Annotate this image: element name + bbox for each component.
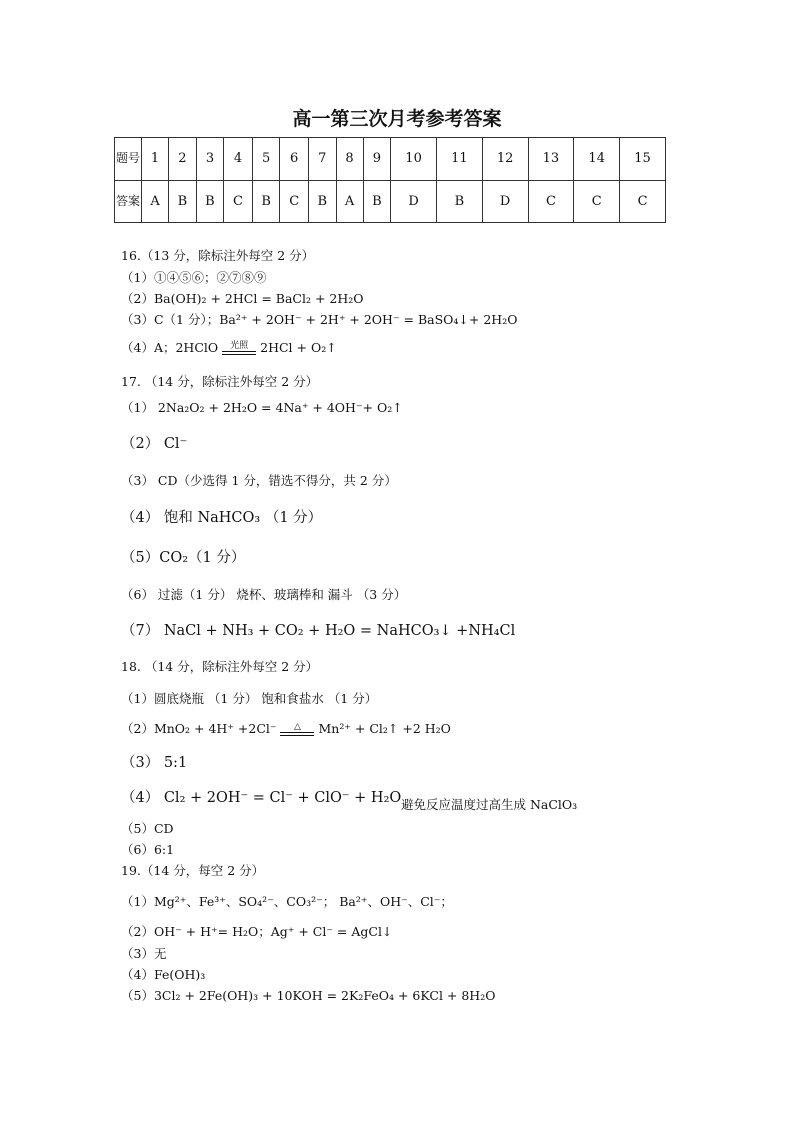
q18-answer-4-note: 避免反应温度过高生成 NaClO₃ <box>401 797 578 812</box>
q17-answer-3: （3） CD（少选得 1 分，错选不得分，共 2 分） <box>121 473 397 488</box>
q18-answer-2-right: Mn²⁺ + Cl₂↑ +2 H₂O <box>318 721 451 736</box>
q17-answer-5: （5）CO₂（1 分） <box>121 550 246 566</box>
q19-answer-4: （4）Fe(OH)₃ <box>121 967 206 982</box>
q16-answer-3: （3）C（1 分）；Ba²⁺ + 2OH⁻ + 2H⁺ + 2OH⁻ = BaSO₄↓+ 2H₂O <box>121 312 518 327</box>
answer-cell: D <box>391 180 437 223</box>
q18-answer-2-left: （2）MnO₂ + 4H⁺ +2Cl⁻ <box>121 721 277 736</box>
number-cell: 3 <box>196 138 224 181</box>
q17-answer-4: （4） 饱和 NaHCO₃ （1 分） <box>121 510 323 526</box>
answer-cell: C <box>574 180 620 223</box>
answer-cell: A <box>142 180 169 223</box>
number-cell: 9 <box>363 138 391 181</box>
q18-heading: 18. （14 分，除标注外每空 2 分） <box>121 659 319 674</box>
condition-mark <box>280 723 314 736</box>
q19-answer-5: （5）3Cl₂ + 2Fe(OH)₃ + 10KOH = 2K₂FeO₄ + 6KCl + 8H₂O <box>121 988 496 1003</box>
answer-cell: B <box>363 180 391 223</box>
answer-row <box>115 180 666 223</box>
q18-answer-6: （6）6:1 <box>121 842 175 857</box>
q18-answer-1: （1）圆底烧瓶 （1 分） 饱和食盐水 （1 分） <box>121 691 378 706</box>
number-cell: 7 <box>308 138 336 181</box>
number-cell: 5 <box>252 138 280 181</box>
condition-label: 光照 <box>230 341 249 351</box>
number-cell: 8 <box>336 138 363 181</box>
number-cell: 13 <box>528 138 574 181</box>
q18-answer-2 <box>121 719 451 737</box>
answer-row-header: 答案 <box>115 180 142 223</box>
answer-cell: C <box>620 180 666 223</box>
number-cell: 11 <box>436 138 482 181</box>
heat-label: △ <box>294 722 301 732</box>
equals-bar <box>280 732 314 736</box>
q18-answer-4: （4） Cl₂ + 2OH⁻ = Cl⁻ + ClO⁻ + H₂O <box>121 790 402 806</box>
equals-bar <box>222 351 256 355</box>
answer-cell: B <box>252 180 280 223</box>
q16-answer-4-right: 2HCl + O₂↑ <box>260 340 337 355</box>
q18-answer-5: （5）CD <box>121 821 174 836</box>
answer-cell: C <box>280 180 309 223</box>
number-cell: 10 <box>391 138 437 181</box>
number-cell: 6 <box>280 138 309 181</box>
answer-table <box>114 137 666 223</box>
answer-cell: B <box>308 180 336 223</box>
number-cell: 12 <box>482 138 528 181</box>
q17-heading: 17. （14 分，除标注外每空 2 分） <box>121 374 319 389</box>
number-cell: 1 <box>142 138 169 181</box>
number-row-header: 题号 <box>115 138 142 181</box>
answer-cell: B <box>169 180 197 223</box>
q18-answer-3: （3） 5:1 <box>121 755 188 771</box>
q16-answer-2: （2）Ba(OH)₂ + 2HCl = BaCl₂ + 2H₂O <box>121 291 364 306</box>
answer-cell: D <box>482 180 528 223</box>
q19-answer-1: （1）Mg²⁺、Fe³⁺、SO₄²⁻、CO₃²⁻； Ba²⁺、OH⁻、Cl⁻； <box>121 894 453 909</box>
page-title: 高一第三次月考参考答案 <box>292 108 502 130</box>
number-cell: 2 <box>169 138 197 181</box>
number-cell: 15 <box>620 138 666 181</box>
q17-answer-7: （7） NaCl + NH₃ + CO₂ + H₂O = NaHCO₃↓ +NH₄Cl <box>121 623 516 639</box>
number-row <box>115 138 666 181</box>
q16-answer-4-left: （4）A；2HClO <box>121 340 219 355</box>
q17-answer-6: （6） 过滤（1 分） 烧杯、玻璃棒和 漏斗 （3 分） <box>121 587 407 602</box>
number-cell: 4 <box>224 138 253 181</box>
q19-answer-2: （2）OH⁻ + H⁺= H₂O；Ag⁺ + Cl⁻ = AgCl↓ <box>121 924 393 939</box>
answer-cell: C <box>528 180 574 223</box>
q16-answer-1: （1）①④⑤⑥；②⑦⑧⑨ <box>121 270 267 285</box>
q17-answer-2: （2） Cl⁻ <box>121 436 188 452</box>
answer-cell: B <box>436 180 482 223</box>
answer-cell: C <box>224 180 253 223</box>
q17-answer-1: （1） 2Na₂O₂ + 2H₂O = 4Na⁺ + 4OH⁻+ O₂↑ <box>121 400 403 415</box>
q16-heading: 16.（13 分，除标注外每空 2 分） <box>121 248 315 263</box>
q19-heading: 19.（14 分，每空 2 分） <box>121 863 265 878</box>
number-cell: 14 <box>574 138 620 181</box>
answer-cell: A <box>336 180 363 223</box>
q16-answer-4 <box>121 338 337 356</box>
q19-answer-3: （3）无 <box>121 946 167 961</box>
answer-cell: B <box>196 180 224 223</box>
condition-mark <box>222 342 256 355</box>
